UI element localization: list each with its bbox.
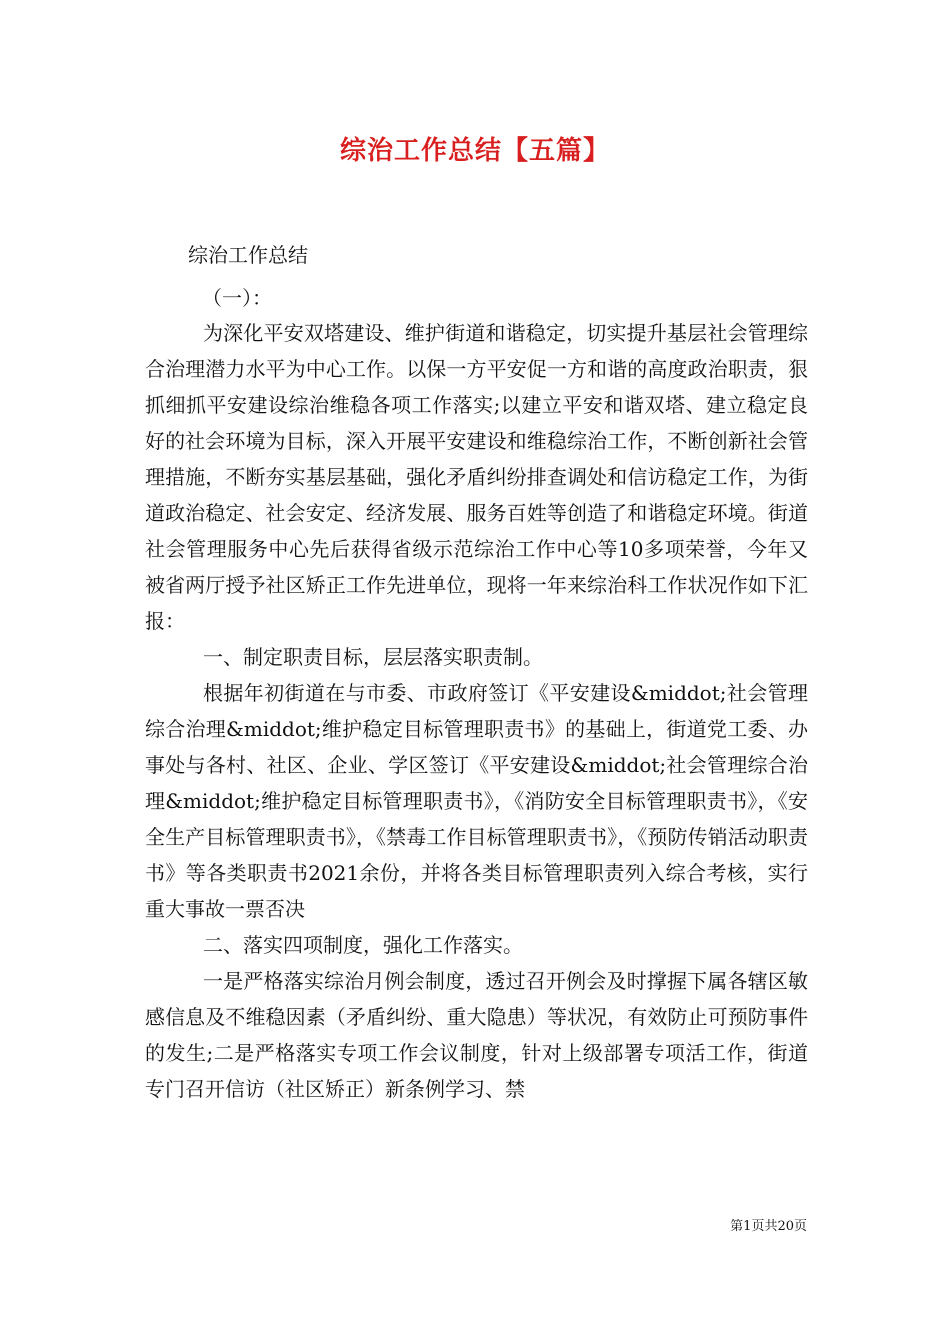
heading-section-2: 二、落实四项制度，强化工作落实。 [203, 933, 523, 957]
document-subtitle: 综治工作总结 [188, 243, 308, 267]
paragraph-section-1: 根据年初街道在与市委、市政府签订《平安建设&middot;社会管理综合治理&middot;维护稳定目标管理职责书》的基础上，街道党工委、办事处与各村、社区、企业、学区签订《平安建设&middot;社会管理综合治理&middot;维护稳定目标管理职责书》，《消防安全目标管理职责书》，《安全生产目标管理职责书》，《禁毒工作目标管理职责书》，《预防传销活动职责书》等各类职责书2021余份，并将各类目标管理职责列入综合考核，实行重大事故一票否决 [145, 681, 808, 921]
page-number-footer: 第1页共20页 [730, 1219, 807, 1234]
document-body [145, 315, 808, 1107]
section-marker: （一）： [202, 286, 272, 310]
document-title: 综治工作总结【五篇】 [339, 136, 610, 166]
paragraph-intro: 为深化平安双塔建设、维护街道和谐稳定，切实提升基层社会管理综合治理潜力水平为中心工作。以保一方平安促一方和谐的高度政治职责，狠抓细抓平安建设综治维稳各项工作落实;以建立平安和谐双塔、建立稳定良好的社会环境为目标，深入开展平安建设和维稳综治工作，不断创新社会管理措施，不断夯实基层基础，强化矛盾纠纷排查调处和信访稳定工作，为街道政治稳定、社会安定、经济发展、服务百姓等创造了和谐稳定环境。街道社会管理服务中心先后获得省级示范综治工作中心等10多项荣誉，今年又被省两厅授予社区矫正工作先进单位，现将一年来综治科工作状况作如下汇报： [145, 321, 808, 633]
paragraph-section-2: 一是严格落实综治月例会制度，透过召开例会及时撑握下属各辖区敏感信息及不维稳因素（矛盾纠纷、重大隐患）等状况，有效防止可预防事件的发生;二是严格落实专项工作会议制度，针对上级部署专项活工作，街道专门召开信访（社区矫正）新条例学习、禁 [145, 969, 808, 1101]
heading-section-1: 一、制定职责目标，层层落实职责制。 [203, 645, 543, 669]
